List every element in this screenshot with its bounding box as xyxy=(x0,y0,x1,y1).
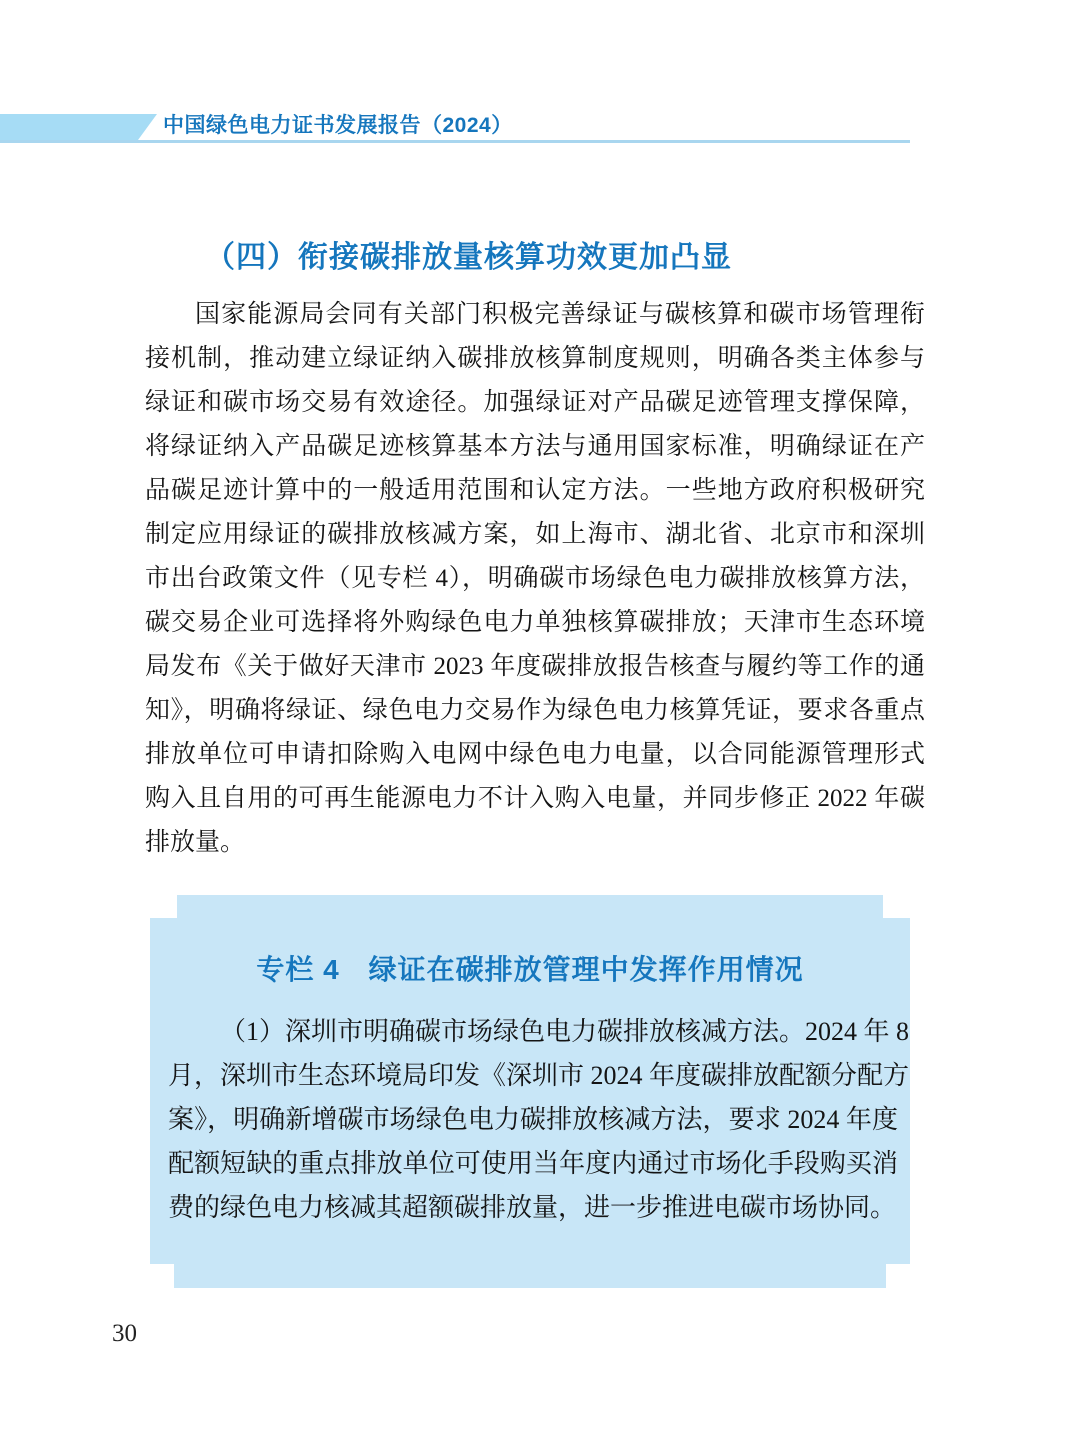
body-text-line: 碳交易企业可选择将外购绿色电力单独核算碳排放；天津市生态环境 xyxy=(145,609,925,636)
callout-box-title: 专栏 4 绿证在碳排放管理中发挥作用情况 xyxy=(256,954,804,985)
body-text-line: 将绿证纳入产品碳足迹核算基本方法与通用国家标准，明确绿证在产 xyxy=(145,433,925,460)
callout-box-paragraph xyxy=(168,1010,910,1230)
callout-text-line: 配额短缺的重点排放单位可使用当年度内通过市场化手段购买消 xyxy=(168,1149,898,1178)
section-heading: （四）衔接碳排放量核算功效更加凸显 xyxy=(205,241,732,274)
callout-text-line: （1）深圳市明确碳市场绿色电力碳排放核减方法。2024 年 8 xyxy=(220,1017,910,1046)
body-text-line: 知》，明确将绿证、绿色电力交易作为绿色电力核算凭证，要求各重点 xyxy=(145,697,925,724)
body-text-line: 排放量。 xyxy=(145,829,246,856)
header-divider-line xyxy=(0,140,910,143)
body-text-line: 制定应用绿证的碳排放核减方案，如上海市、湖北省、北京市和深圳 xyxy=(145,521,925,548)
callout-box-top-tab xyxy=(177,895,883,919)
body-text-line: 局发布《关于做好天津市 2023 年度碳排放报告核查与履约等工作的通 xyxy=(145,653,925,680)
body-text-line: 市出台政策文件（见专栏 4），明确碳市场绿色电力碳排放核算方法， xyxy=(145,565,925,592)
page-number: 30 xyxy=(112,1320,137,1347)
body-text-line: 绿证和碳市场交易有效途径。加强绿证对产品碳足迹管理支撑保障， xyxy=(145,389,925,416)
body-text-line: 品碳足迹计算中的一般适用范围和认定方法。一些地方政府积极研究 xyxy=(145,477,925,504)
header-accent-band xyxy=(0,114,157,140)
callout-text-line: 月，深圳市生态环境局印发《深圳市 2024 年度碳排放配额分配方 xyxy=(168,1061,910,1090)
body-text-line: 接机制，推动建立绿证纳入碳排放核算制度规则，明确各类主体参与 xyxy=(145,345,925,372)
callout-box-bottom-tab xyxy=(174,1263,886,1288)
body-text-line: 购入且自用的可再生能源电力不计入购入电量，并同步修正 2022 年碳 xyxy=(145,785,925,812)
report-header-title: 中国绿色电力证书发展报告（2024） xyxy=(163,114,513,137)
callout-text-line: 费的绿色电力核减其超额碳排放量，进一步推进电碳市场协同。 xyxy=(168,1193,897,1222)
callout-text-line: 案》，明确新增碳市场绿色电力碳排放核减方法，要求 2024 年度 xyxy=(168,1105,898,1134)
body-text-line: 国家能源局会同有关部门积极完善绿证与碳核算和碳市场管理衔 xyxy=(195,301,925,328)
body-paragraph xyxy=(145,293,925,865)
body-text-line: 排放单位可申请扣除购入电网中绿色电力电量，以合同能源管理形式 xyxy=(145,741,925,768)
